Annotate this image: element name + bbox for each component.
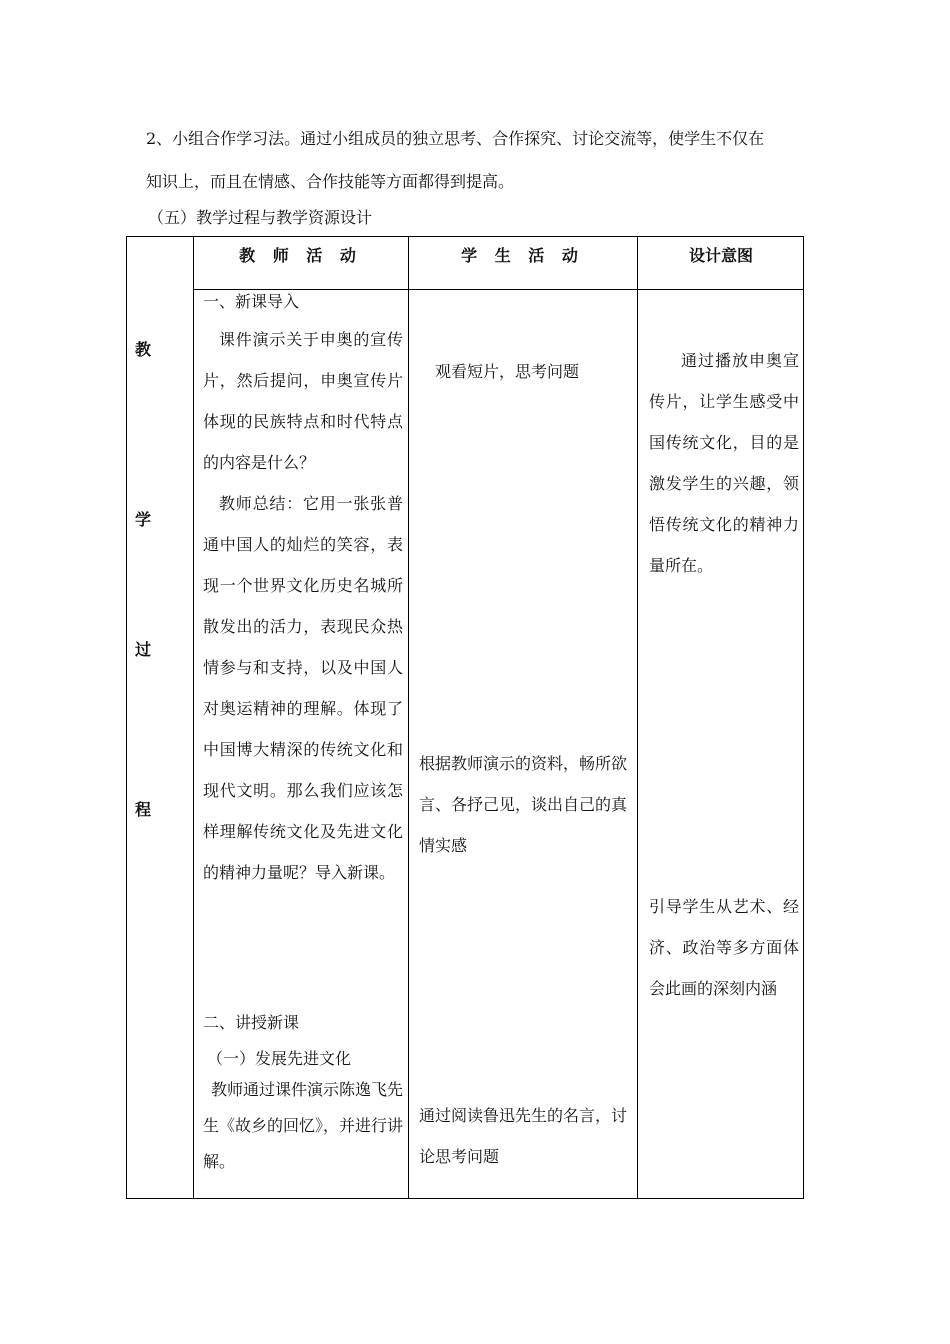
side-label-char: 过 — [135, 640, 152, 659]
section-title: （五）教学过程与教学资源设计 — [148, 208, 373, 227]
column-divider — [193, 237, 194, 1198]
side-label-char: 程 — [135, 800, 152, 819]
column-divider — [637, 237, 638, 1198]
header-teacher-activity: 教 师 活 动 — [239, 246, 362, 265]
design-intent-2: 引导学生从艺术、经济、政治等多方面体会此画的深刻内涵 — [649, 897, 799, 998]
teaching-process-table — [126, 236, 804, 1199]
teacher-intro-body — [203, 319, 403, 893]
header-design-intent: 设计意图 — [688, 246, 753, 265]
intro-paragraph-line-1: 2、小组合作学习法。通过小组成员的独立思考、合作探究、讨论交流等，使学生不仅在 — [146, 129, 765, 148]
teacher-intro-para-1: 课件演示关于申奥的宣传片，然后提问，申奥宣传片体现的民族特点和时代特点的内容是什么？ — [203, 330, 403, 472]
design-intent-1: 通过播放申奥宣传片，让学生感受中国传统文化，目的是激发学生的兴趣，领悟传统文化的精神力量所在。 — [649, 351, 799, 575]
teacher-section2-subtitle: （一）发展先进文化 — [207, 1049, 352, 1068]
column-divider — [408, 237, 409, 1198]
teacher-intro-para-2: 教师总结：它用一张张普通中国人的灿烂的笑容，表现一个世界文化历史名城所散发出的活力，表现民众热情参与和支持，以及中国人对奥运精神的理解。体现了中国博大精深的传统文化和现代文明。那么我们应该怎样理解传统文化及先进文化的精神力量呢？导入新课。 — [203, 494, 403, 882]
teacher-intro-title: 一、新课导入 — [203, 292, 300, 311]
student-activity-2: 根据教师演示的资料，畅所欲言、各抒己见，谈出自己的真情实感 — [419, 754, 628, 855]
side-label-char: 教 — [135, 340, 152, 359]
student-activity-3: 通过阅读鲁迅先生的名言，讨论思考问题 — [419, 1106, 628, 1166]
intro-paragraph-line-2: 知识上，而且在情感、合作技能等方面都得到提高。 — [146, 172, 515, 191]
header-student-activity: 学 生 活 动 — [461, 246, 584, 265]
student-activity-1: 观看短片，思考问题 — [435, 362, 580, 381]
teacher-section2-title: 二、讲授新课 — [203, 1013, 300, 1032]
side-label-char: 学 — [135, 510, 152, 529]
teacher-section2-body: 教师通过课件演示陈逸飞先生《故乡的回忆》，并进行讲解。 — [203, 1080, 404, 1171]
